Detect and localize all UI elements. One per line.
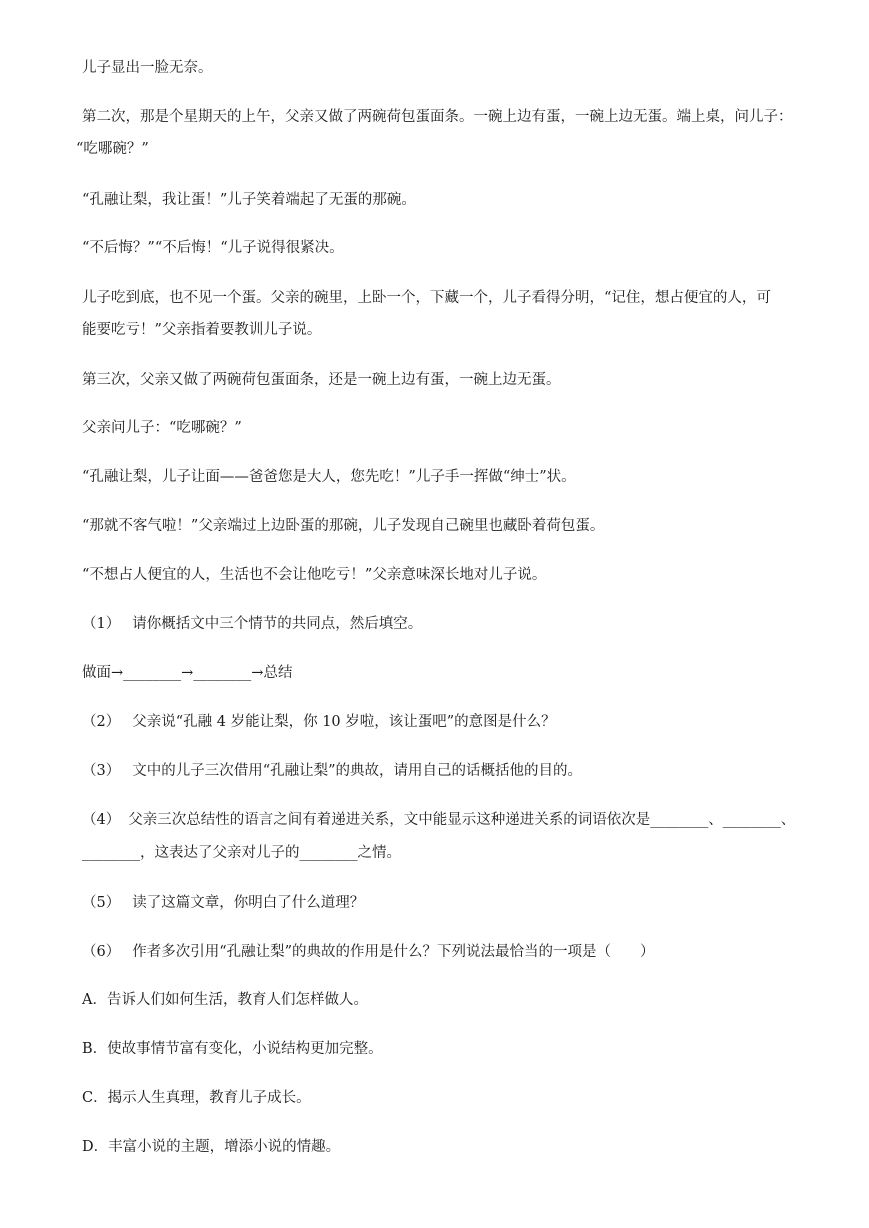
question-text: 父亲三次总结性的语言之间有着递进关系，文中能显示这种递进关系的词语依次是________、________、: [128, 812, 796, 828]
question-number: （1）: [82, 616, 121, 632]
question-text: 请你概括文中三个情节的共同点，然后填空。: [132, 616, 423, 632]
question-2: [82, 712, 829, 732]
question-1-fill: [82, 663, 829, 683]
question-4: [82, 810, 829, 830]
paragraph: “不想占人便宜的人，生活也不会让他吃亏！”父亲意味深长地对儿子说。: [82, 567, 547, 583]
question-6: [82, 942, 829, 962]
option-b: B．使故事情节富有变化，小说结构更加完整。: [82, 1041, 383, 1057]
paragraph: “孔融让梨，儿子让面——爸爸您是大人，您先吃！”儿子手一挥做“绅士”状。: [82, 469, 576, 485]
question-5: [82, 893, 829, 913]
question-3: [82, 761, 829, 781]
paragraph: “那就不客气啦！”父亲端过上边卧蛋的那碗，儿子发现自己碗里也藏卧着荷包蛋。: [82, 518, 605, 534]
option-d: D．丰富小说的主题，增添小说的情趣。: [82, 1139, 341, 1155]
paragraph-continuation: “吃哪碗？”: [76, 141, 149, 157]
paragraph-continuation: 能要吃亏！”父亲指着要教训儿子说。: [82, 322, 322, 338]
paragraph: “不后悔？”“不后悔！“儿子说得很紧决。: [82, 240, 344, 256]
question-text: 父亲说“孔融 4 岁能让梨，你 10 岁啦，该让蛋吧”的意图是什么？: [132, 714, 556, 730]
paragraph: 儿子显出一脸无奈。: [82, 60, 213, 76]
question-number: （3）: [82, 763, 121, 779]
question-number: （6）: [82, 944, 121, 960]
question-text: 作者多次引用“孔融让梨”的典故的作用是什么？下列说法最恰当的一项是（ ）: [132, 944, 655, 960]
question-number: （5）: [82, 895, 121, 911]
option-a: A．告诉人们如何生活，教育人们怎样做人。: [82, 992, 368, 1008]
question-text: 读了这篇文章，你明白了什么道理？: [132, 895, 365, 911]
question-4-continuation: [82, 843, 829, 863]
paragraph: 第三次，父亲又做了两碗荷包蛋面条，还是一碗上边有蛋，一碗上边无蛋。: [82, 372, 561, 388]
option-c: C．揭示人生真理，教育儿子成长。: [82, 1090, 311, 1106]
question-1: [82, 614, 829, 634]
question-text: 文中的儿子三次借用“孔融让梨”的典故，请用自己的话概括他的目的。: [132, 763, 583, 779]
paragraph: “孔融让梨，我让蛋！”儿子笑着端起了无蛋的那碗。: [82, 192, 416, 208]
question-text: 做面→________→________→总结: [82, 665, 293, 681]
paragraph: 儿子吃到底，也不见一个蛋。父亲的碗里，上卧一个，下藏一个，儿子看得分明，“记住，想占便宜的人，可: [82, 290, 771, 306]
paragraph: 父亲问儿子：“吃哪碗？”: [82, 420, 242, 436]
paragraph: 第二次，那是个星期天的上午，父亲又做了两碗荷包蛋面条。一碗上边有蛋，一碗上边无蛋。端上桌，问儿子：: [82, 109, 793, 125]
question-number: （4）: [82, 812, 121, 828]
question-text: ________，这表达了父亲对儿子的________之情。: [82, 845, 401, 861]
question-number: （2）: [82, 714, 121, 730]
